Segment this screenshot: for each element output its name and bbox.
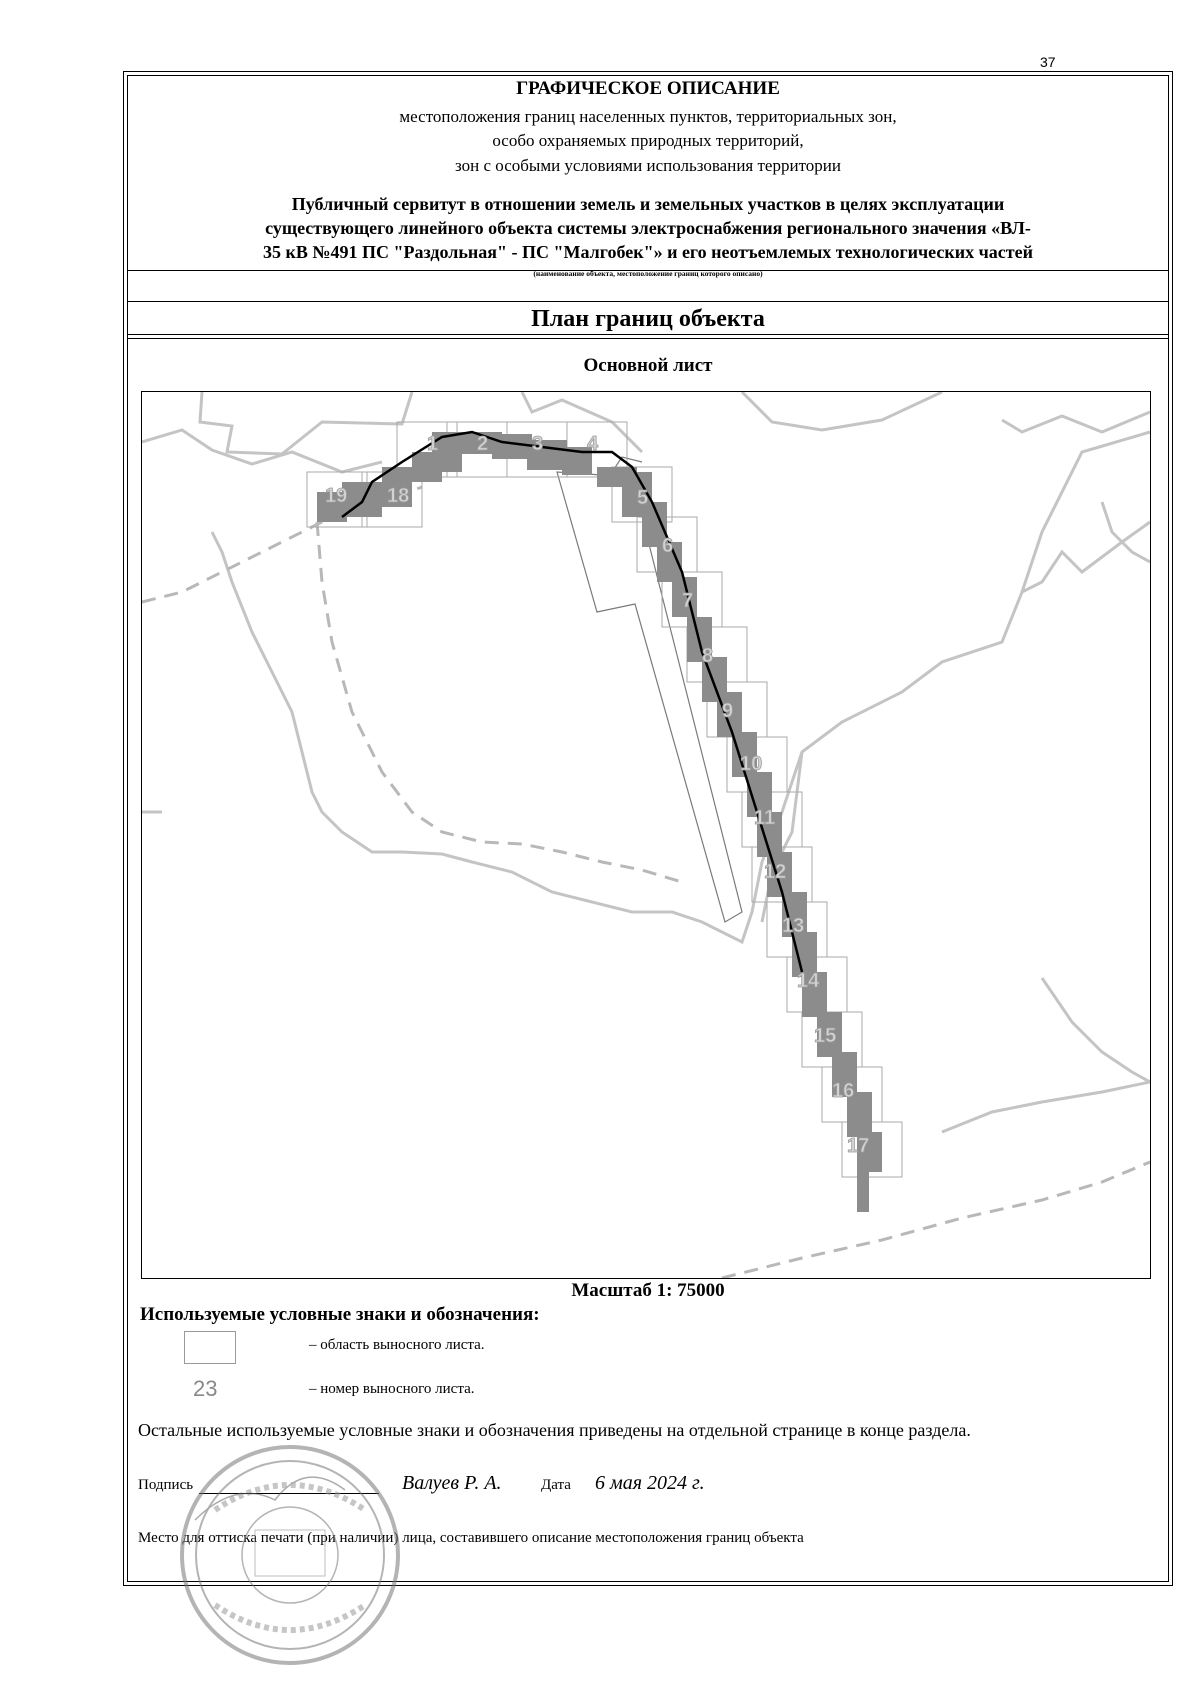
legend-frame-label: – область выносного листа.: [309, 1337, 485, 1353]
easement-corridor: [317, 432, 882, 1212]
divider: [127, 301, 1169, 302]
divider: [127, 338, 1169, 339]
sheet-number-label: 13: [782, 915, 805, 937]
sheet-number-label: 14: [797, 970, 820, 992]
stamp-place-note: Место для оттиска печати (при наличии) лица, составившего описание местоположения границ объекта: [138, 1530, 804, 1546]
object-name: [127, 192, 1169, 264]
object-line: Публичный сервитут в отношении земель и земельных участков в целях эксплуатации: [291, 194, 1005, 214]
sheet-number-label: 7: [682, 590, 694, 612]
subtitle-line: местоположения границ населенных пунктов, территориальных зон,: [399, 107, 897, 126]
plan-title: План границ объекта: [531, 306, 765, 332]
signature-label: Подпись: [138, 1477, 194, 1493]
sheet-number-label: 4: [587, 433, 599, 455]
object-caption: (наименование объекта, местоположение границ которого описано): [533, 269, 763, 278]
sheet-frames: [307, 422, 902, 1177]
page-number: 37: [1040, 54, 1056, 70]
sheet-number-label: 8: [702, 645, 714, 667]
legend-number-sample: 23: [193, 1376, 218, 1401]
object-line: 35 кВ №491 ПС "Раздольная" - ПС "Малгобек"» и его неотъемлемых технологических частей: [263, 242, 1033, 262]
sheet-title: Основной лист: [583, 355, 713, 376]
sheet-number-label: 5: [637, 487, 649, 509]
document-title: ГРАФИЧЕСКОЕ ОПИСАНИЕ: [516, 78, 780, 99]
sheet-number-label: 15: [814, 1025, 837, 1047]
legend-frame-symbol: [184, 1331, 236, 1364]
signature-date: 6 мая 2024 г.: [595, 1472, 705, 1494]
other-symbols-note: Остальные используемые условные знаки и обозначения приведены на отдельной странице в конце раздела.: [138, 1420, 971, 1440]
sheet-number-label: 9: [722, 700, 734, 722]
seal-stamp: [175, 1440, 405, 1670]
subtitle-line: особо охраняемых природных территорий,: [492, 131, 804, 150]
sheet-number-label: 17: [847, 1135, 870, 1157]
administrative-boundaries: [142, 487, 1150, 1278]
object-line: существующего линейного объекта системы электроснабжения регионального значения «ВЛ-: [265, 218, 1031, 238]
boundary-map: [141, 391, 1151, 1279]
sheet-number-label: 3: [532, 433, 544, 455]
divider: [127, 334, 1169, 335]
sheet-number-label: 1: [427, 433, 439, 455]
sheet-number-label: 12: [764, 861, 787, 883]
sheet-number-label: 16: [832, 1080, 855, 1102]
sheet-number-label: 18: [387, 485, 410, 507]
signer-name: Валуев Р. А.: [402, 1472, 502, 1494]
subtitle-line: зон с особыми условиями использования территории: [455, 156, 841, 175]
map-scale: Масштаб 1: 75000: [571, 1280, 725, 1301]
legend-number-label: – номер выносного листа.: [309, 1381, 475, 1397]
sheet-number-label: 19: [325, 485, 348, 507]
legend-title: Используемые условные знаки и обозначения:: [140, 1304, 540, 1325]
sheet-number-label: 11: [754, 807, 776, 829]
sheet-number-label: 10: [740, 753, 763, 775]
date-label: Дата: [541, 1477, 571, 1493]
sheet-number-label: 2: [477, 433, 489, 455]
sheet-number-label: 6: [662, 535, 674, 557]
